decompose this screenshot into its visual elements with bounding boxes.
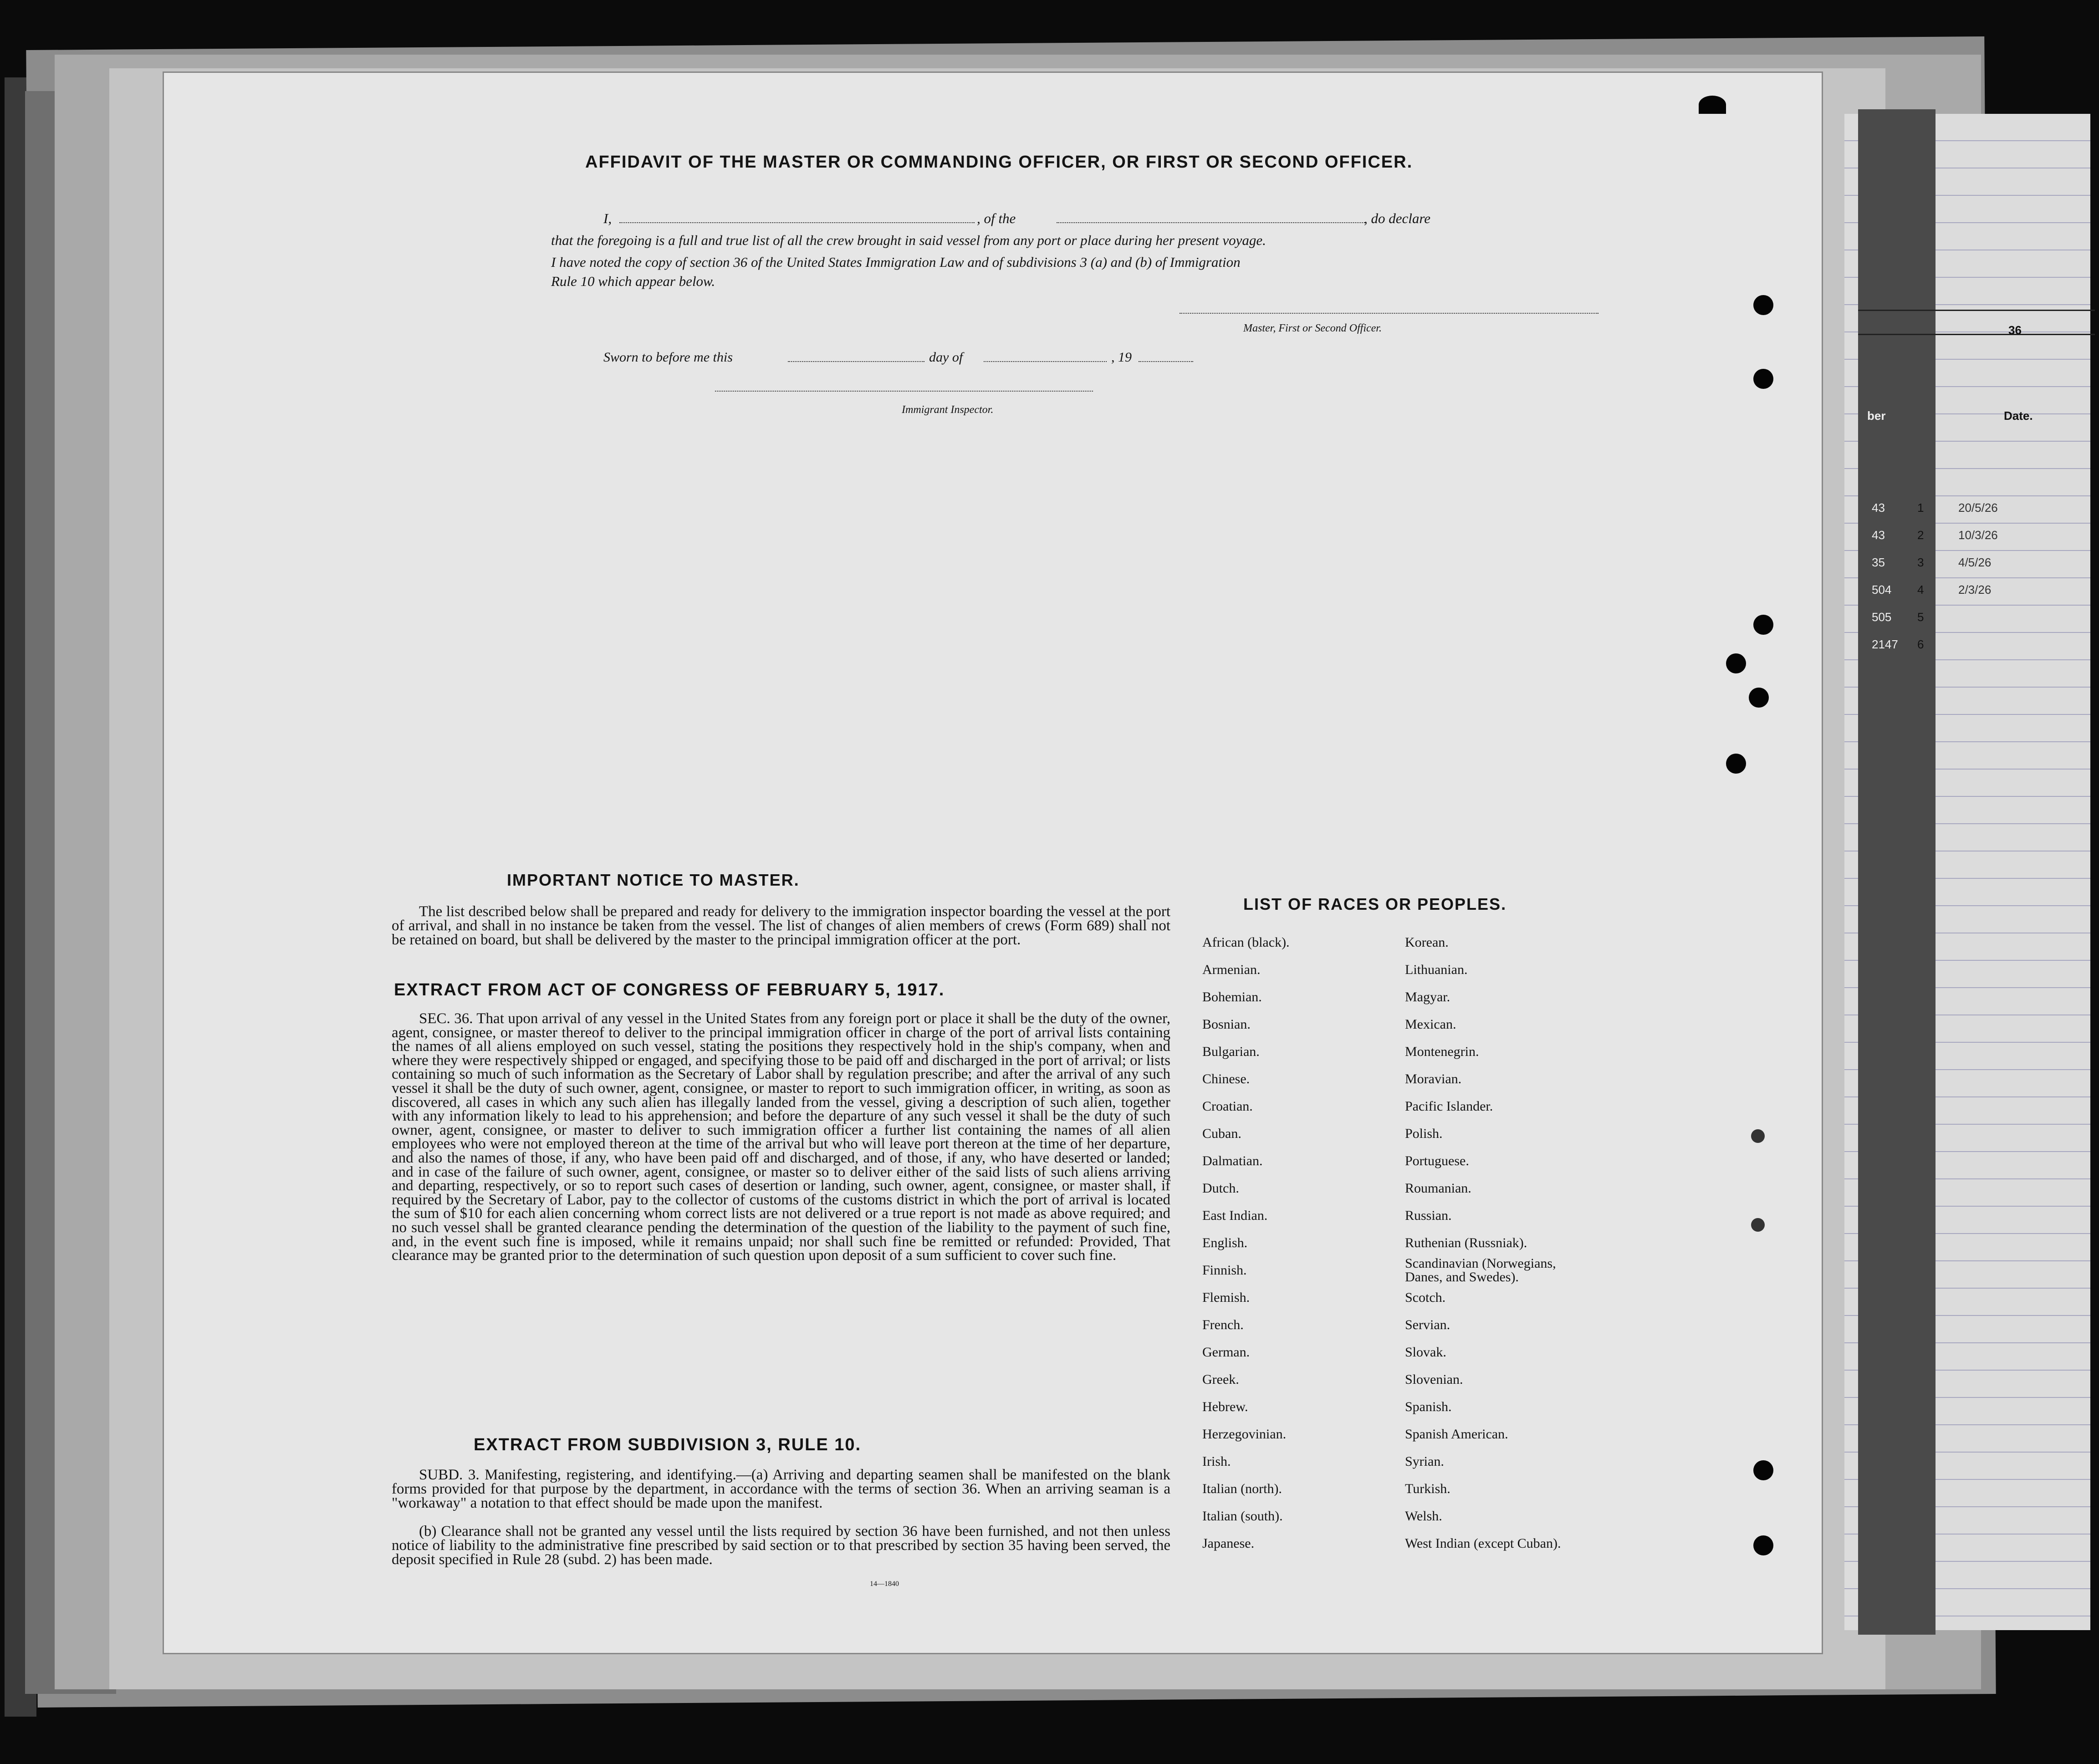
affidavit-of-the: , of the — [977, 210, 1016, 226]
race-item: Moravian. — [1405, 1071, 1462, 1086]
race-item: African (black). — [1202, 935, 1290, 950]
ledger-ref: 505 — [1872, 610, 1892, 624]
sworn-day-line — [788, 361, 924, 362]
ledger-n: 2 — [1917, 528, 1924, 542]
punch-hole — [1753, 615, 1773, 635]
punch-hole — [1753, 295, 1773, 315]
sworn-label: Sworn to before me this — [603, 350, 733, 365]
race-item: Japanese. — [1202, 1536, 1255, 1551]
punch-hole — [1753, 1535, 1773, 1555]
race-item: Syrian. — [1405, 1454, 1444, 1469]
notice-title: IMPORTANT NOTICE TO MASTER. — [507, 871, 800, 889]
punch-hole — [1726, 754, 1746, 774]
extract1-title: EXTRACT FROM ACT OF CONGRESS OF FEBRUARY 5, 1917. — [394, 980, 945, 999]
affidavit-declare: , do declare — [1364, 210, 1431, 226]
race-item: Chinese. — [1202, 1071, 1250, 1086]
race-item: Roumanian. — [1405, 1181, 1471, 1196]
affidavit-line3: Rule 10 which appear below. — [551, 273, 715, 289]
race-item: East Indian. — [1202, 1208, 1268, 1223]
right-col-ber: ber — [1867, 409, 1886, 423]
affidavit-i: I, — [603, 210, 612, 226]
punch-hole — [1726, 653, 1746, 673]
ledger-ref: 504 — [1872, 583, 1892, 596]
race-item: Bulgarian. — [1202, 1044, 1260, 1059]
races-title: LIST OF RACES OR PEOPLES. — [1243, 895, 1507, 913]
sworn-month-line — [984, 361, 1107, 362]
race-item: Turkish. — [1405, 1481, 1450, 1496]
extract1-text: SEC. 36. That upon arrival of any vessel in the United States from any foreign port or place it shall be the duty of the owner, agent, consignee, or master thereof to deliver to the principal immigration officer in charge of the port of arrival lists containing the names of all aliens employed on such vessel, stating the positions they respectively hold in the ship's company, when and where they were respectively shipped or engaged, and specifying those to be paid off and discharged in the port of arrival; or lists containing so much of such information as the Secretary of Labor shall by regulation prescribe; and after the arrival of any such vessel it shall be the duty of such owner, agent, consignee, or master to report to such immigration officer, in writing, as soon as discovered, all cases in which any such alien has illegally landed from the vessel, giving a description of such alien, together with any information likely to lead to his apprehension; and before the departure of any such vessel it shall be the duty of such owner, agent, consignee, or master to deliver to such immigration officer a further list containing the names of all alien employees who were not employed thereon at the time of the arrival but who will leave port thereon at the time of her departure, and also the names of those, if any, who have been paid off and discharged, and of those, if any, who have deserted or landed; and in case of the failure of such owner, agent, consignee, or master so to deliver either of the said lists of such aliens arriving and departing, respectively, or so to report such cases of desertion or landing, such owner, agent, consignee, or master shall, if required by the Secretary of Labor, pay to the collector of customs of the customs district in which the port of arrival is located the sum of $10 for each alien concerning whom correct lists are not delivered or a true report is not made as above required; and no such vessel shall be granted clearance pending the determination of the question of the liability to the payment of such fine, and, in the event such fine is imposed, while it remains unpaid; nor shall such fine be remitted or refunded: Provided, That clearance may be granted prior to the determination of such question upon deposit of a sum sufficient to cover such fine. — [392, 1010, 1170, 1264]
notice-text: The list described below shall be prepared and ready for delivery to the immigration inspector boarding the vessel at the port of arrival, and shall in no instance be taken from the vessel. The list of changes of alien members of crews (Form 689) shall not be retained on board, but shall be delivered by the master to the principal immigration officer at the port. — [392, 903, 1170, 948]
race-item: Spanish American. — [1405, 1427, 1508, 1442]
vessel-line — [1057, 222, 1366, 223]
ledger-ref: 2147 — [1872, 637, 1898, 651]
race-item: Korean. — [1405, 935, 1449, 950]
race-item: Slovak. — [1405, 1345, 1446, 1360]
punch-hole — [1753, 369, 1773, 389]
race-item: Italian (south). — [1202, 1509, 1283, 1524]
ledger-n: 5 — [1917, 610, 1924, 624]
race-item: Bosnian. — [1202, 1017, 1251, 1032]
race-item: English. — [1202, 1235, 1248, 1250]
race-item: Cuban. — [1202, 1126, 1241, 1141]
master-signature-label: Master, First or Second Officer. — [1243, 322, 1382, 334]
inspector-label: Immigrant Inspector. — [902, 404, 994, 416]
race-item: Hebrew. — [1202, 1399, 1248, 1414]
punch-hole — [1699, 96, 1726, 114]
day-of-label: day of — [929, 350, 963, 365]
affidavit-line2: I have noted the copy of section 36 of the United States Immigration Law and of subdivisions 3 (a) and (b) of Immigration — [551, 254, 1241, 270]
race-item: Montenegrin. — [1405, 1044, 1479, 1059]
ledger-ref: 43 — [1872, 528, 1885, 542]
punch-hole — [1753, 1460, 1773, 1480]
affidavit-line1: that the foregoing is a full and true list of all the crew brought in said vessel from any port or place during her present voyage. — [551, 232, 1266, 248]
ledger-n: 6 — [1917, 637, 1924, 651]
punch-hole — [1751, 1129, 1765, 1143]
race-item: French. — [1202, 1317, 1244, 1332]
race-item: Polish. — [1405, 1126, 1443, 1141]
sworn-year-line — [1139, 361, 1193, 362]
race-item: Dutch. — [1202, 1181, 1239, 1196]
race-item: Flemish. — [1202, 1290, 1250, 1305]
races-column-1 — [1202, 929, 1290, 1557]
races-column-2 — [1405, 929, 1592, 1557]
year-label: , 19 — [1111, 350, 1132, 365]
race-item: Pacific Islander. — [1405, 1099, 1493, 1114]
race-item: Croatian. — [1202, 1099, 1253, 1114]
ledger-date: 10/3/26 — [1958, 528, 1998, 542]
race-item: Armenian. — [1202, 962, 1261, 977]
master-signature-line — [1180, 313, 1599, 314]
race-item: Lithuanian. — [1405, 962, 1468, 977]
race-item: German. — [1202, 1345, 1250, 1360]
race-item: Herzegovinian. — [1202, 1427, 1287, 1442]
race-item: Portuguese. — [1405, 1153, 1469, 1168]
ledger-n: 3 — [1917, 556, 1924, 569]
extract2-title: EXTRACT FROM SUBDIVISION 3, RULE 10. — [474, 1435, 862, 1454]
race-item: Italian (north). — [1202, 1481, 1282, 1496]
form-number: 14—1840 — [870, 1580, 899, 1588]
affidavit-page — [164, 73, 1822, 1653]
race-item: Greek. — [1202, 1372, 1239, 1387]
race-item: Bohemian. — [1202, 989, 1262, 1004]
right-ledger-header-rule — [1858, 310, 2095, 335]
punch-hole — [1749, 688, 1769, 708]
race-item: Russian. — [1405, 1208, 1452, 1223]
race-item: Servian. — [1405, 1317, 1450, 1332]
ledger-n: 1 — [1917, 501, 1924, 515]
ledger-date: 20/5/26 — [1958, 501, 1998, 515]
race-item: Finnish. — [1202, 1263, 1247, 1278]
race-item: West Indian (except Cuban). — [1405, 1536, 1561, 1551]
race-item: Slovenian. — [1405, 1372, 1463, 1387]
extract2-text-a: SUBD. 3. Manifesting, registering, and identifying.—(a) Arriving and departing seamen shall be manifested on the blank forms provided for that purpose by the department, in accordance with the terms of section 36. When an arriving seaman is a "workaway" a notation to that effect should be made upon the manifest. — [392, 1467, 1170, 1511]
right-col-number: 36 — [2008, 323, 2022, 337]
ledger-ref: 35 — [1872, 556, 1885, 569]
race-item: Welsh. — [1405, 1509, 1442, 1524]
race-item: Dalmatian. — [1202, 1153, 1263, 1168]
punch-hole — [1751, 1218, 1765, 1232]
race-item: Irish. — [1202, 1454, 1231, 1469]
race-item: Magyar. — [1405, 989, 1450, 1004]
ledger-n: 4 — [1917, 583, 1924, 596]
race-item: Spanish. — [1405, 1399, 1452, 1414]
name-line — [619, 222, 975, 223]
race-item: Ruthenian (Russniak). — [1405, 1235, 1527, 1250]
race-item: Scandinavian (Norwegians, Danes, and Swedes). — [1405, 1256, 1556, 1285]
race-item: Scotch. — [1405, 1290, 1446, 1305]
affidavit-title: AFFIDAVIT OF THE MASTER OR COMMANDING OFFICER, OR FIRST OR SECOND OFFICER. — [585, 153, 1413, 172]
inspector-line — [715, 391, 1093, 392]
right-col-date: Date. — [2004, 409, 2033, 423]
extract2-text-b: (b) Clearance shall not be granted any vessel until the lists required by section 36 have been furnished, and not then unless notice of liability to the administrative fine prescribed by said section or to that prescribed by section 35 having been served, the deposit specified in Rule 28 (subd. 2) has been made. — [392, 1523, 1170, 1568]
race-item: Mexican. — [1405, 1017, 1456, 1032]
ledger-ref: 43 — [1872, 501, 1885, 515]
right-ledger-binding — [1858, 109, 1936, 1635]
ledger-date: 2/3/26 — [1958, 583, 1992, 596]
ledger-date: 4/5/26 — [1958, 556, 1992, 569]
